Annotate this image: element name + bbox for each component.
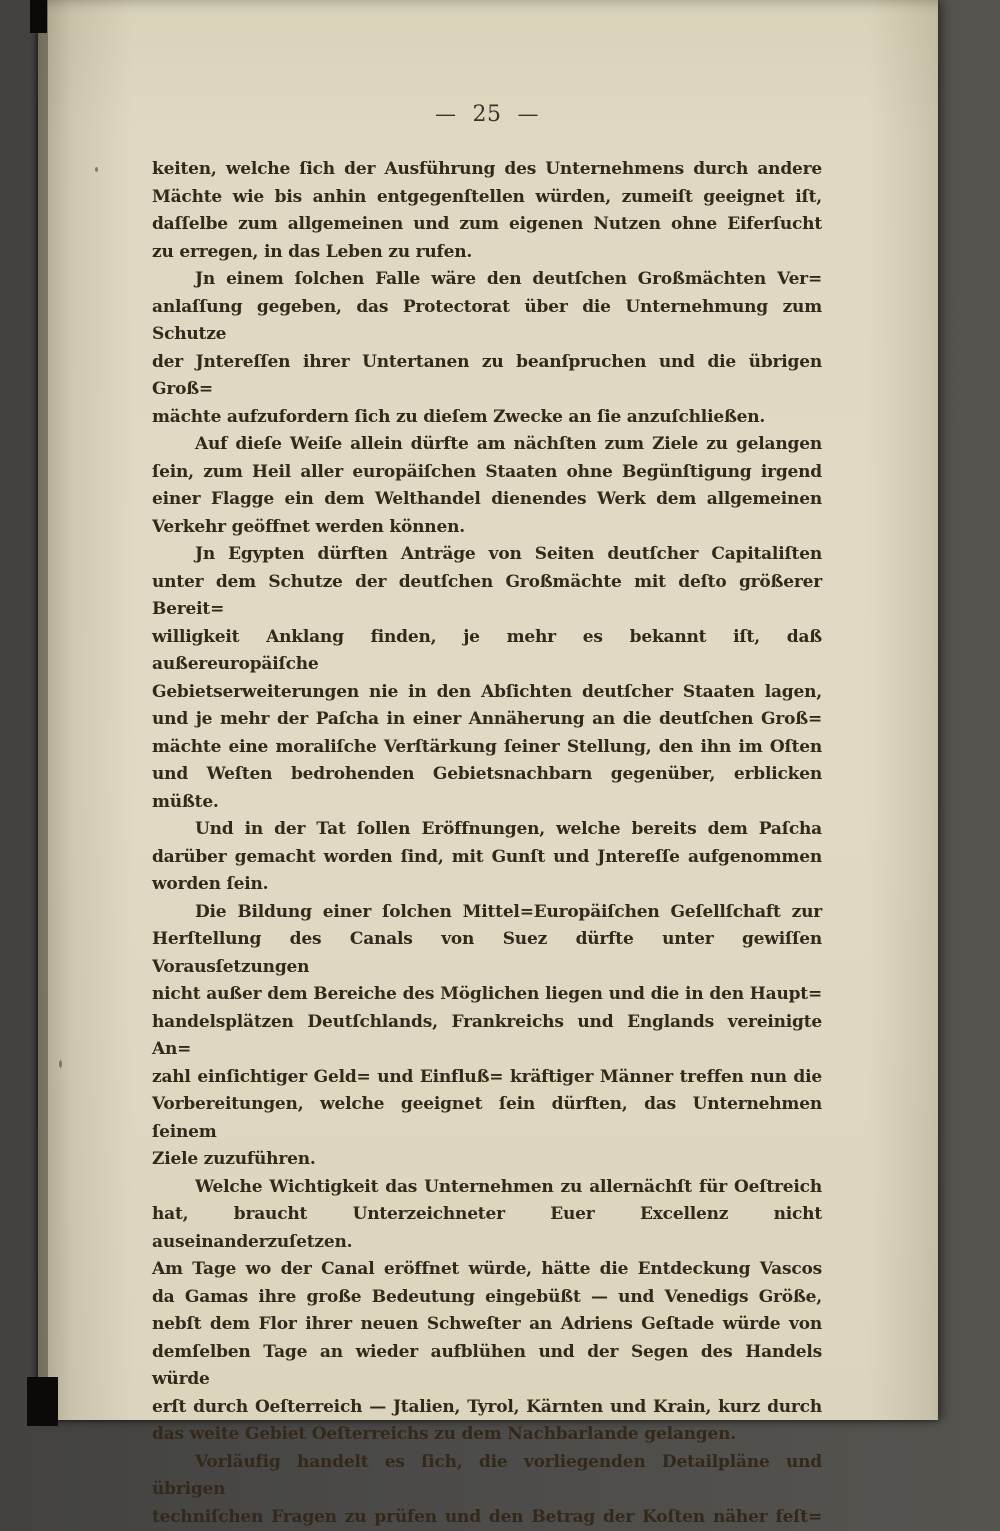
text-line: Jn Egypten dürften Anträge von Seiten deutſcher Capitaliſten [152, 541, 822, 569]
binding-mark-top [30, 0, 47, 33]
text-line: zahl einſichtiger Geld= und Einfluß= kräftiger Männer treffen nun die [152, 1064, 822, 1092]
text-line: worden ſein. [152, 871, 822, 899]
text-line: zu erregen, in das Leben zu rufen. [152, 239, 822, 267]
text-line: einer Flagge ein dem Welthandel dienendes Werk dem allgemeinen [152, 486, 822, 514]
text-line: und je mehr der Paſcha in einer Annäherung an die deutſchen Groß= [152, 706, 822, 734]
page-number: 25 [473, 102, 502, 127]
text-line: Auf dieſe Weiſe allein dürfte am nächſten zum Ziele zu gelangen [152, 431, 822, 459]
text-line: Am Tage wo der Canal eröffnet würde, hätte die Entdeckung Vascos [152, 1256, 822, 1284]
text-line: das weite Gebiet Oeſterreichs zu dem Nachbarlande gelangen. [152, 1421, 822, 1449]
text-line: Verkehr geöffnet werden können. [152, 514, 822, 542]
text-line: Gebietserweiterungen nie in den Abſichten deutſcher Staaten lagen, [152, 679, 822, 707]
text-line: Vorbereitungen, welche geeignet ſein dürften, das Unternehmen ſeinem [152, 1091, 822, 1146]
text-line: ſein, zum Heil aller europäiſchen Staaten ohne Begünſtigung irgend [152, 459, 822, 487]
text-line: Vorläufig handelt es ſich, die vorliegenden Detailpläne und übrigen [152, 1449, 822, 1504]
text-line: Welche Wichtigkeit das Unternehmen zu allernächſt für Oeſtreich [152, 1174, 822, 1202]
text-line: Mächte wie bis anhin entgegenſtellen würden, zumeiſt geeignet iſt, [152, 184, 822, 212]
text-line: Und in der Tat ſollen Eröffnungen, welche bereits dem Paſcha [152, 816, 822, 844]
text-line: keiten, welche ſich der Ausführung des Unternehmens durch andere [152, 156, 822, 184]
page-number-header [152, 102, 822, 127]
text-line: Jn einem ſolchen Falle wäre den deutſchen Großmächten Ver= [152, 266, 822, 294]
gutter-shadow [38, 0, 48, 1420]
text-line: nicht außer dem Bereiche des Möglichen liegen und die in den Haupt= [152, 981, 822, 1009]
text-line: der Jntereſſen ihrer Untertanen zu beanſpruchen und die übrigen Groß= [152, 349, 822, 404]
text-line: techniſchen Fragen zu prüfen und den Betrag der Koſten näher feſt= [152, 1504, 822, 1531]
text-line: daſſelbe zum allgemeinen und zum eigenen Nutzen ohne Eiferſucht [152, 211, 822, 239]
text-line: hat, braucht Unterzeichneter Euer Excellenz nicht auseinanderzuſetzen. [152, 1201, 822, 1256]
ink-speck [95, 167, 98, 172]
text-line: Ziele zuzuführen. [152, 1146, 822, 1174]
text-line: darüber gemacht worden ſind, mit Gunſt und Jntereſſe aufgenommen [152, 844, 822, 872]
text-line: nebſt dem Flor ihrer neuen Schweſter an Adriens Geſtade würde von [152, 1311, 822, 1339]
text-line: mächte eine moraliſche Verſtärkung ſeiner Stellung, den ihn im Oſten [152, 734, 822, 762]
text-line: anlaſſung gegeben, das Protectorat über die Unternehmung zum Schutze [152, 294, 822, 349]
text-line: demſelben Tage an wieder aufblühen und der Segen des Handels würde [152, 1339, 822, 1394]
text-line: Herſtellung des Canals von Suez dürfte unter gewiſſen Vorausſetzungen [152, 926, 822, 981]
text-body [152, 156, 822, 1531]
binding-mark-bottom [27, 1377, 58, 1426]
text-line: erſt durch Oeſterreich — Jtalien, Tyrol, Kärnten und Krain, kurz durch [152, 1394, 822, 1422]
book-page [38, 0, 938, 1420]
text-line: handelsplätzen Deutſchlands, Frankreichs und Englands vereinigte An= [152, 1009, 822, 1064]
header-dash-left: — [435, 102, 457, 126]
text-line: willigkeit Anklang finden, je mehr es bekannt iſt, daß außereuropäiſche [152, 624, 822, 679]
text-line: Die Bildung einer ſolchen Mittel=Europäiſchen Geſellſchaft zur [152, 899, 822, 927]
text-line: und Weſten bedrohenden Gebietsnachbarn gegenüber, erblicken müßte. [152, 761, 822, 816]
ink-speck [59, 1060, 62, 1068]
text-line: mächte aufzufordern ſich zu dieſem Zwecke an ſie anzuſchließen. [152, 404, 822, 432]
text-line: da Gamas ihre große Bedeutung eingebüßt — und Venedigs Größe, [152, 1284, 822, 1312]
text-line: unter dem Schutze der deutſchen Großmächte mit deſto größerer Bereit= [152, 569, 822, 624]
header-dash-right: — [518, 102, 540, 126]
